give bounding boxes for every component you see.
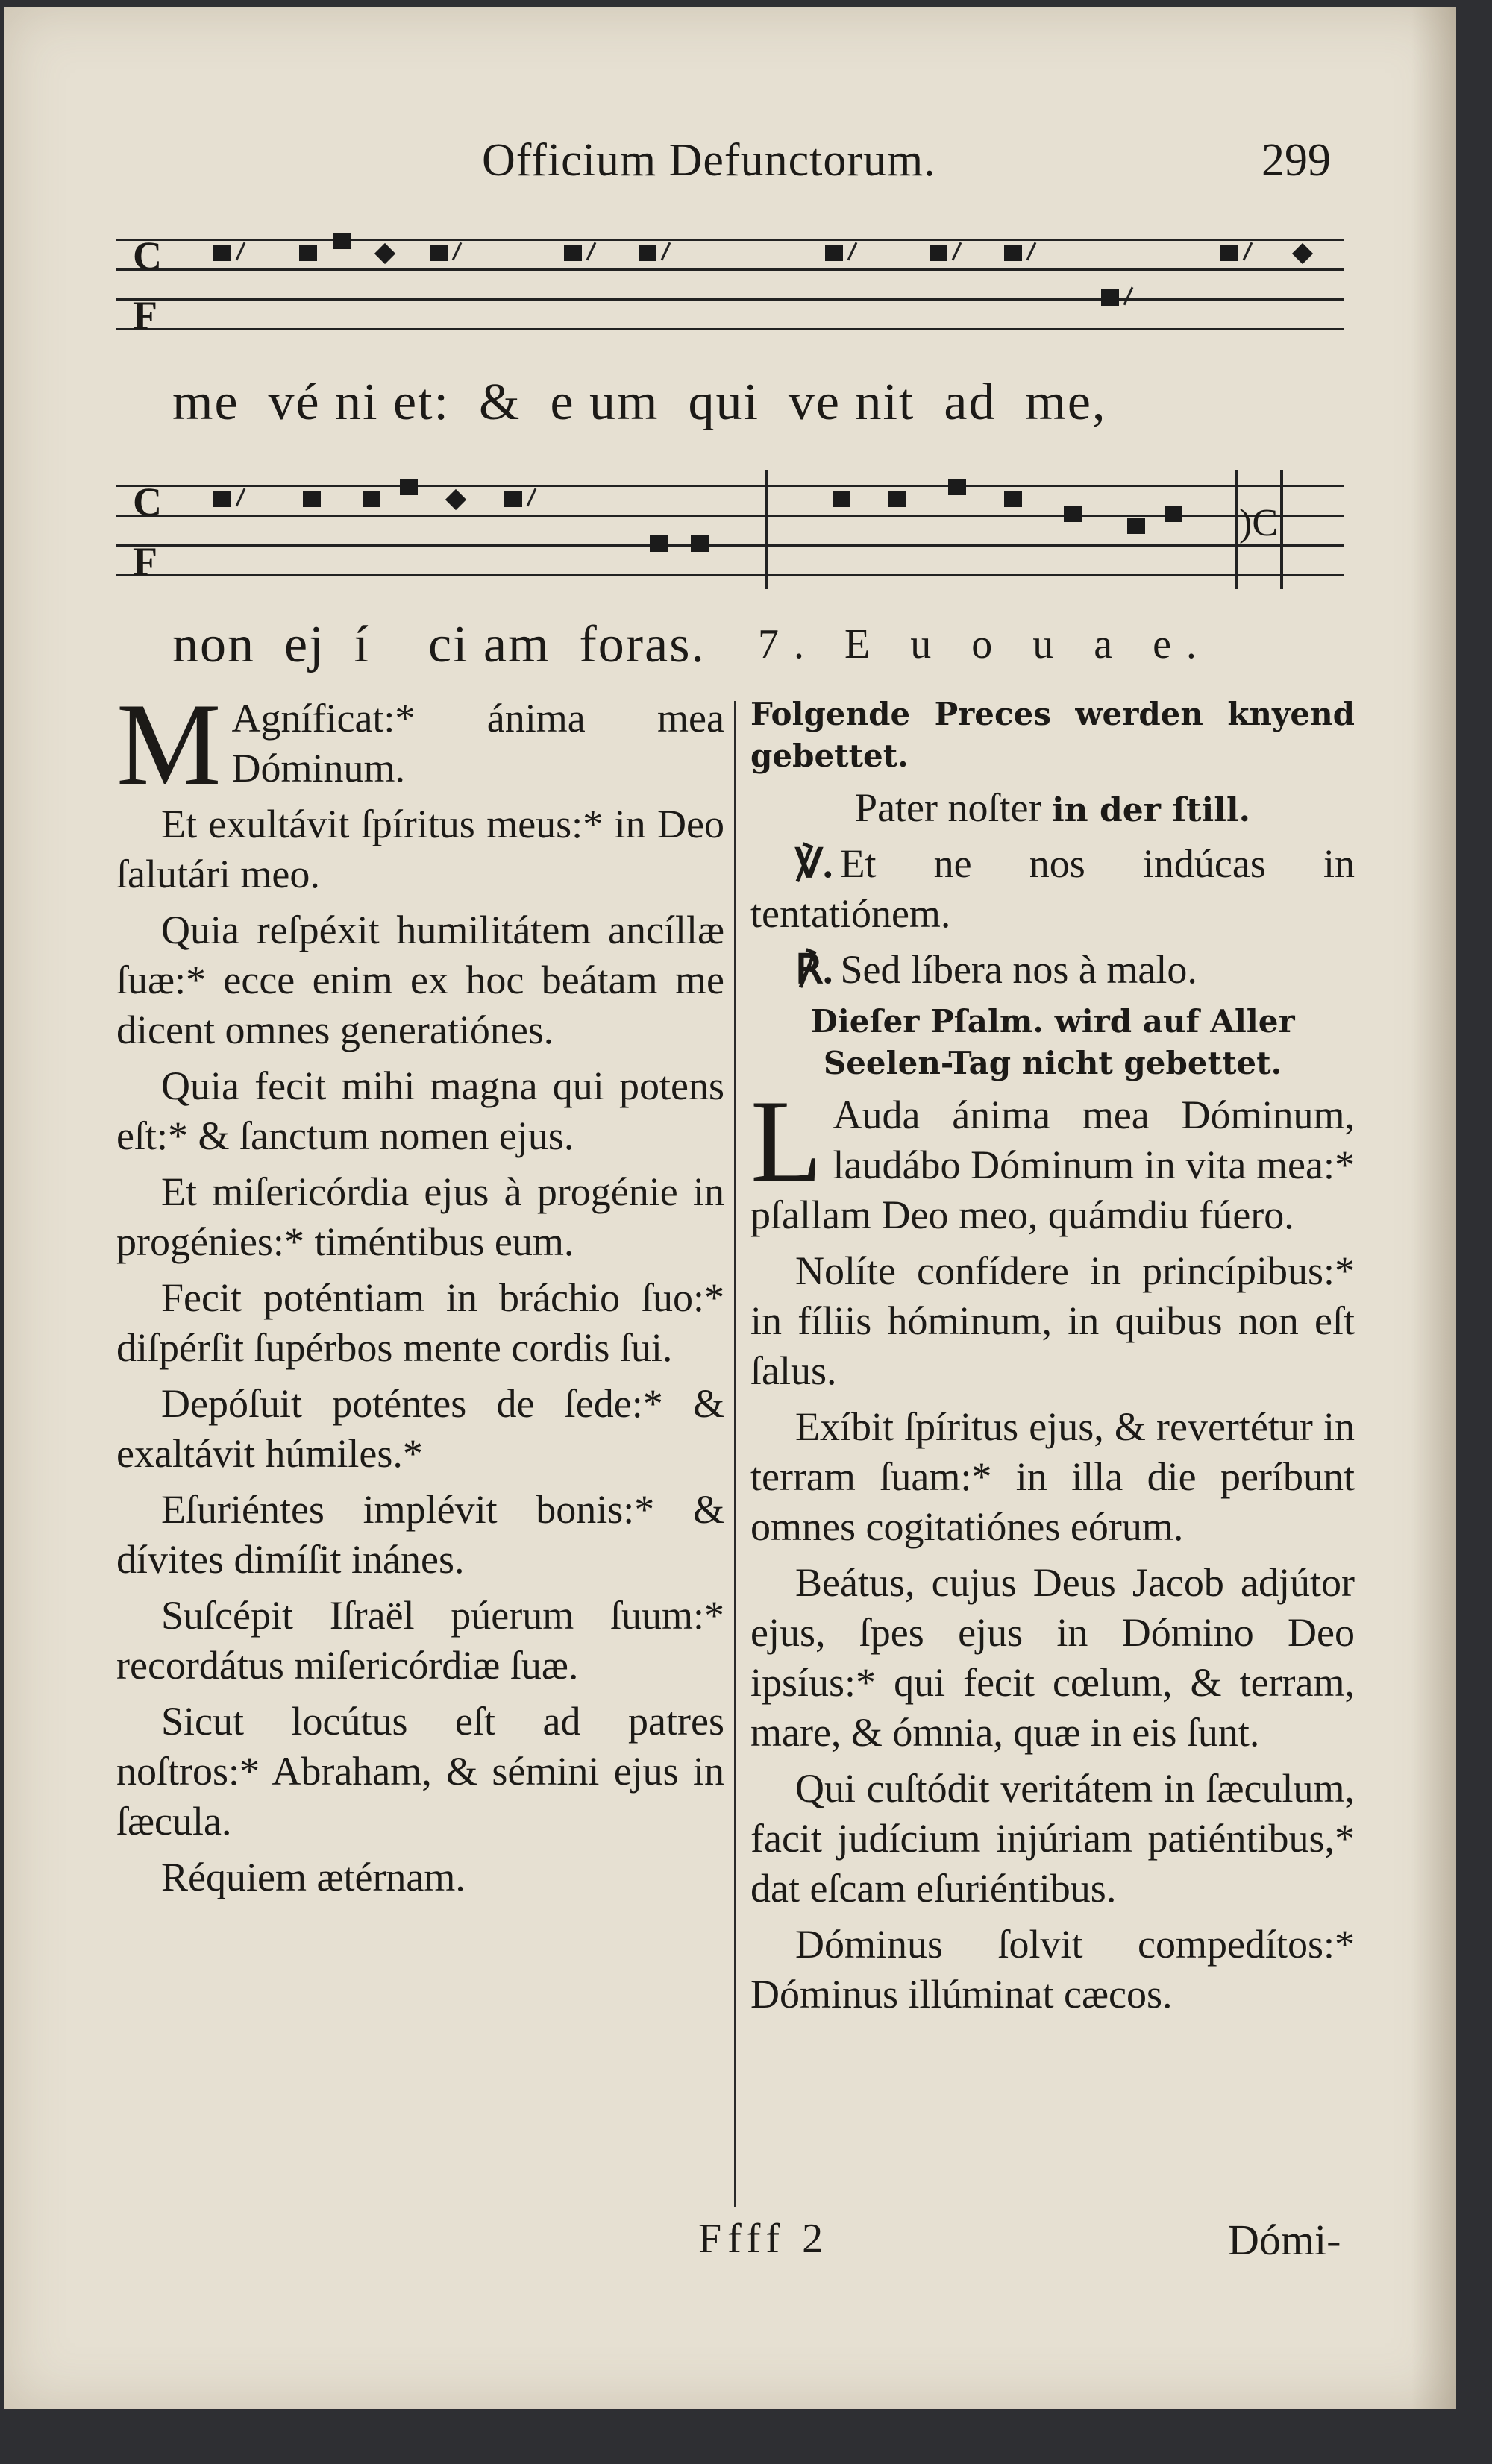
response-symbol: ℟. <box>795 947 833 992</box>
c-clef: C <box>133 480 162 524</box>
versicle-symbol: ℣. <box>795 841 833 886</box>
response-text: Sed líbera nos à malo. <box>840 947 1197 992</box>
psalm-verse: Qui cuſtódit veritátem in ſæculum, facit judícium injúriam patiéntibus,* dat eſcam eſuriéntibus. <box>750 1766 1355 1911</box>
chant-staff-1 <box>116 224 1344 343</box>
versicle-text: Et ne nos indúcas in tentatiónem. <box>750 841 1355 936</box>
f-clef: F <box>133 539 157 584</box>
drop-cap-m: M <box>116 694 222 799</box>
chant-lyrics-2: non ej í ci am foras. <box>172 616 706 673</box>
magnificat-verse: Eſuriéntes implévit bonis:* & dívites dimíſit inánes. <box>116 1487 724 1582</box>
pater-noster: Pater noſter <box>855 785 1042 830</box>
magnificat-column <box>116 694 724 1908</box>
chant-staff-2: C F )C <box>116 470 1344 589</box>
versicle <box>750 839 1355 939</box>
psalm-verse: Dóminus ſolvit compedítos:* Dóminus illúminat cæcos. <box>750 1922 1355 2017</box>
magnificat-verse: Et miſericórdia ejus à progénie in progénies:* timéntibus eum. <box>116 1169 724 1264</box>
magnificat-first-verse: Agníficat:* ánima mea Dóminum. <box>231 696 724 791</box>
magnificat-verse: Fecit poténtiam in bráchio ſuo:* diſpérſit ſupérbos mente cordis ſui. <box>116 1275 724 1370</box>
magnificat-verse: Depóſuit poténtes de ſede:* & exaltávit húmiles.* <box>116 1381 724 1476</box>
pater-noster-line <box>750 783 1355 833</box>
psalm-tone-mark: 7. E u o u a e. <box>758 621 1212 667</box>
page-footer <box>4 2215 1456 2275</box>
magnificat-verse: Et exultávit ſpíritus meus:* in Deo ſalutári meo. <box>116 802 724 896</box>
psalm-verse: Beátus, cujus Deus Jacob adjútor ejus, ſpes ejus in Dómino Deo ipsíus:* qui fecit cœlum, & terram, mare, & ómnia, quæ in eis ſunt. <box>750 1560 1355 1755</box>
rubric-preces: Folgende Preces werden knyend gebettet. <box>750 696 1355 774</box>
book-page <box>4 7 1456 2409</box>
response <box>750 945 1355 995</box>
drop-cap-l: L <box>750 1090 823 1207</box>
magnificat-verse: Sicut locútus eſt ad patres noſtros:* Abraham, & sémini ejus in ſæcula. <box>116 1699 724 1844</box>
column-divider <box>734 701 736 2207</box>
psalm-verse: Nolíte confídere in princípibus:* in fíliis hóminum, in quibus non eſt ſalus. <box>750 1248 1355 1393</box>
magnificat-opening <box>116 694 724 799</box>
magnificat-verse: Suſcépit Iſraël púerum ſuum:* recordátus miſericórdiæ ſuæ. <box>116 1593 724 1688</box>
preces-column <box>750 694 1355 2025</box>
rubric-psalm: Dieſer Pſalm. wird auf Aller Seelen-Tag nicht gebettet. <box>810 1003 1295 1081</box>
f-clef: F <box>133 293 157 338</box>
lauda-first-verse: Auda ánima mea Dóminum, laudábo Dóminum in vita mea:* pſallam Deo meo, quámdiu fúero. <box>750 1093 1355 1237</box>
magnificat-verse: Quia fecit mihi magna qui potens eſt:* & ſanctum nomen ejus. <box>116 1063 724 1158</box>
catchword: Dómi- <box>1228 2216 1341 2264</box>
running-head: Officium Defunctorum. <box>482 135 936 186</box>
requiem-line: Réquiem ætérnam. <box>161 1855 466 1899</box>
page-header <box>4 134 1456 186</box>
magnificat-verse: Quia reſpéxit humilitátem ancíllæ ſuæ:* ecce enim ex hoc beátam me dicent omnes generatiónes. <box>116 908 724 1052</box>
psalm-verse: Exíbit ſpíritus ejus, & revertétur in terram ſuam:* in illa die períbunt omnes cogitatiónes eórum. <box>750 1404 1355 1549</box>
signature-mark: Ffff 2 <box>698 2216 830 2262</box>
page-number: 299 <box>1261 135 1331 186</box>
lauda-opening <box>750 1090 1355 1246</box>
c-clef: C <box>133 233 162 278</box>
chant-lyrics-1: me vé ni et: & e um qui ve nit ad me, <box>172 374 1107 431</box>
pater-rubric: in der ſtill. <box>1051 791 1250 829</box>
